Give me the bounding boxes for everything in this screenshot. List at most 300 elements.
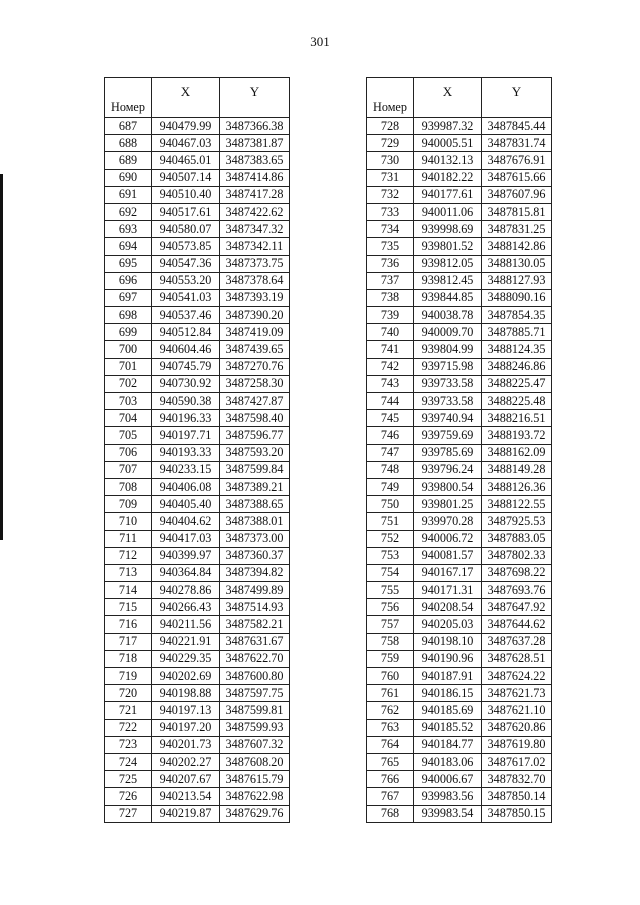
- table-row: [367, 753, 552, 770]
- table-row: [367, 358, 552, 375]
- table-row: [367, 444, 552, 461]
- x-coordinate-cell: 939785.69: [414, 444, 482, 461]
- table-header-row: [367, 78, 552, 118]
- x-coordinate-cell: 940221.91: [152, 633, 220, 650]
- point-number-cell: 752: [367, 530, 414, 547]
- table-row: [105, 444, 290, 461]
- y-coordinate-cell: 3487815.81: [482, 203, 552, 220]
- point-number-cell: 688: [105, 135, 152, 152]
- coordinates-table-right: [366, 77, 552, 823]
- table-row: [367, 461, 552, 478]
- point-number-cell: 727: [105, 805, 152, 822]
- x-coordinate-cell: 940730.92: [152, 375, 220, 392]
- y-coordinate-cell: 3487383.65: [220, 152, 290, 169]
- y-coordinate-cell: 3487258.30: [220, 375, 290, 392]
- point-number-cell: 712: [105, 547, 152, 564]
- y-coordinate-cell: 3487599.84: [220, 461, 290, 478]
- y-coordinate-cell: 3487629.76: [220, 805, 290, 822]
- point-number-cell: 713: [105, 564, 152, 581]
- table-row: [105, 599, 290, 616]
- y-coordinate-cell: 3487637.28: [482, 633, 552, 650]
- header-y: Y: [482, 78, 552, 118]
- x-coordinate-cell: 939800.54: [414, 478, 482, 495]
- table-row: [105, 668, 290, 685]
- table-row: [105, 616, 290, 633]
- table-row: [105, 753, 290, 770]
- x-coordinate-cell: 939801.25: [414, 496, 482, 513]
- x-coordinate-cell: 940465.01: [152, 152, 220, 169]
- y-coordinate-cell: 3487378.64: [220, 272, 290, 289]
- table-row: [367, 255, 552, 272]
- y-coordinate-cell: 3487615.66: [482, 169, 552, 186]
- y-coordinate-cell: 3487366.38: [220, 118, 290, 135]
- x-coordinate-cell: 940009.70: [414, 324, 482, 341]
- table-row: [367, 427, 552, 444]
- x-coordinate-cell: 940202.27: [152, 753, 220, 770]
- point-number-cell: 749: [367, 478, 414, 495]
- x-coordinate-cell: 940512.84: [152, 324, 220, 341]
- y-coordinate-cell: 3488122.55: [482, 496, 552, 513]
- point-number-cell: 746: [367, 427, 414, 444]
- x-coordinate-cell: 940547.36: [152, 255, 220, 272]
- table-row: [105, 169, 290, 186]
- table-row: [367, 393, 552, 410]
- point-number-cell: 740: [367, 324, 414, 341]
- point-number-cell: 734: [367, 221, 414, 238]
- y-coordinate-cell: 3488225.48: [482, 393, 552, 410]
- point-number-cell: 755: [367, 582, 414, 599]
- point-number-cell: 728: [367, 118, 414, 135]
- x-coordinate-cell: 939812.05: [414, 255, 482, 272]
- point-number-cell: 701: [105, 358, 152, 375]
- y-coordinate-cell: 3487596.77: [220, 427, 290, 444]
- point-number-cell: 763: [367, 719, 414, 736]
- x-coordinate-cell: 940207.67: [152, 771, 220, 788]
- point-number-cell: 759: [367, 650, 414, 667]
- x-coordinate-cell: 940171.31: [414, 582, 482, 599]
- y-coordinate-cell: 3487854.35: [482, 307, 552, 324]
- x-coordinate-cell: 940202.69: [152, 668, 220, 685]
- table-row: [105, 530, 290, 547]
- table-row: [367, 788, 552, 805]
- y-coordinate-cell: 3487628.51: [482, 650, 552, 667]
- x-coordinate-cell: 940201.73: [152, 736, 220, 753]
- y-coordinate-cell: 3487621.10: [482, 702, 552, 719]
- point-number-cell: 710: [105, 513, 152, 530]
- table-row: [105, 719, 290, 736]
- point-number-cell: 715: [105, 599, 152, 616]
- table-row: [367, 702, 552, 719]
- x-coordinate-cell: 939801.52: [414, 238, 482, 255]
- point-number-cell: 708: [105, 478, 152, 495]
- y-coordinate-cell: 3487270.76: [220, 358, 290, 375]
- x-coordinate-cell: 940541.03: [152, 289, 220, 306]
- point-number-cell: 764: [367, 736, 414, 753]
- table-row: [105, 118, 290, 135]
- point-number-cell: 750: [367, 496, 414, 513]
- table-row: [105, 427, 290, 444]
- x-coordinate-cell: 939983.54: [414, 805, 482, 822]
- table-row: [367, 118, 552, 135]
- x-coordinate-cell: 940266.43: [152, 599, 220, 616]
- y-coordinate-cell: 3488216.51: [482, 410, 552, 427]
- y-coordinate-cell: 3488130.05: [482, 255, 552, 272]
- y-coordinate-cell: 3488090.16: [482, 289, 552, 306]
- point-number-cell: 741: [367, 341, 414, 358]
- y-coordinate-cell: 3487607.32: [220, 736, 290, 753]
- table-row: [105, 255, 290, 272]
- table-row: [367, 650, 552, 667]
- y-coordinate-cell: 3487925.53: [482, 513, 552, 530]
- y-coordinate-cell: 3487885.71: [482, 324, 552, 341]
- point-number-cell: 730: [367, 152, 414, 169]
- table-row: [367, 135, 552, 152]
- x-coordinate-cell: 940197.20: [152, 719, 220, 736]
- point-number-cell: 766: [367, 771, 414, 788]
- x-coordinate-cell: 940604.46: [152, 341, 220, 358]
- x-coordinate-cell: 940193.33: [152, 444, 220, 461]
- y-coordinate-cell: 3487619.80: [482, 736, 552, 753]
- x-coordinate-cell: 940197.71: [152, 427, 220, 444]
- table-row: [367, 238, 552, 255]
- table-row: [105, 771, 290, 788]
- y-coordinate-cell: 3487831.25: [482, 221, 552, 238]
- table-row: [367, 685, 552, 702]
- table-row: [105, 650, 290, 667]
- x-coordinate-cell: 940198.88: [152, 685, 220, 702]
- x-coordinate-cell: 939812.45: [414, 272, 482, 289]
- x-coordinate-cell: 940198.10: [414, 633, 482, 650]
- y-coordinate-cell: 3487389.21: [220, 478, 290, 495]
- table-row: [105, 203, 290, 220]
- table-row: [367, 221, 552, 238]
- point-number-cell: 733: [367, 203, 414, 220]
- x-coordinate-cell: 940229.35: [152, 650, 220, 667]
- point-number-cell: 711: [105, 530, 152, 547]
- y-coordinate-cell: 3487698.22: [482, 564, 552, 581]
- point-number-cell: 699: [105, 324, 152, 341]
- point-number-cell: 702: [105, 375, 152, 392]
- point-number-cell: 692: [105, 203, 152, 220]
- point-number-cell: 705: [105, 427, 152, 444]
- table-row: [105, 410, 290, 427]
- point-number-cell: 718: [105, 650, 152, 667]
- point-number-cell: 725: [105, 771, 152, 788]
- y-coordinate-cell: 3487394.82: [220, 564, 290, 581]
- y-coordinate-cell: 3487373.00: [220, 530, 290, 547]
- y-coordinate-cell: 3487617.02: [482, 753, 552, 770]
- point-number-cell: 719: [105, 668, 152, 685]
- table-row: [105, 393, 290, 410]
- x-coordinate-cell: 940185.69: [414, 702, 482, 719]
- y-coordinate-cell: 3487422.62: [220, 203, 290, 220]
- y-coordinate-cell: 3487393.19: [220, 289, 290, 306]
- x-coordinate-cell: 940182.22: [414, 169, 482, 186]
- header-x: X: [414, 78, 482, 118]
- y-coordinate-cell: 3487499.89: [220, 582, 290, 599]
- table-row: [105, 375, 290, 392]
- point-number-cell: 706: [105, 444, 152, 461]
- y-coordinate-cell: 3487388.01: [220, 513, 290, 530]
- table-row: [367, 805, 552, 822]
- point-number-cell: 738: [367, 289, 414, 306]
- point-number-cell: 729: [367, 135, 414, 152]
- y-coordinate-cell: 3487597.75: [220, 685, 290, 702]
- y-coordinate-cell: 3487845.44: [482, 118, 552, 135]
- y-coordinate-cell: 3487883.05: [482, 530, 552, 547]
- point-number-cell: 754: [367, 564, 414, 581]
- table-row: [105, 805, 290, 822]
- table-row: [367, 186, 552, 203]
- point-number-cell: 690: [105, 169, 152, 186]
- page-number: 301: [310, 34, 330, 49]
- x-coordinate-cell: 939983.56: [414, 788, 482, 805]
- table-row: [367, 289, 552, 306]
- point-number-cell: 760: [367, 668, 414, 685]
- x-coordinate-cell: 940590.38: [152, 393, 220, 410]
- x-coordinate-cell: 939844.85: [414, 289, 482, 306]
- margin-scan-bar: [0, 174, 3, 540]
- point-number-cell: 726: [105, 788, 152, 805]
- x-coordinate-cell: 939804.99: [414, 341, 482, 358]
- x-coordinate-cell: 940406.08: [152, 478, 220, 495]
- table-row: [105, 358, 290, 375]
- table-row: [367, 410, 552, 427]
- x-coordinate-cell: 940553.20: [152, 272, 220, 289]
- point-number-cell: 703: [105, 393, 152, 410]
- y-coordinate-cell: 3487582.21: [220, 616, 290, 633]
- x-coordinate-cell: 939759.69: [414, 427, 482, 444]
- point-number-cell: 735: [367, 238, 414, 255]
- y-coordinate-cell: 3488124.35: [482, 341, 552, 358]
- table-row: [367, 341, 552, 358]
- y-coordinate-cell: 3487419.09: [220, 324, 290, 341]
- coordinates-table-left: [104, 77, 290, 823]
- y-coordinate-cell: 3487390.20: [220, 307, 290, 324]
- x-coordinate-cell: 939796.24: [414, 461, 482, 478]
- point-number-cell: 709: [105, 496, 152, 513]
- table-row: [105, 547, 290, 564]
- point-number-cell: 744: [367, 393, 414, 410]
- point-number-cell: 748: [367, 461, 414, 478]
- point-number-cell: 722: [105, 719, 152, 736]
- x-coordinate-cell: 940183.06: [414, 753, 482, 770]
- table-row: [367, 771, 552, 788]
- y-coordinate-cell: 3487427.87: [220, 393, 290, 410]
- y-coordinate-cell: 3487850.14: [482, 788, 552, 805]
- x-coordinate-cell: 940537.46: [152, 307, 220, 324]
- point-number-cell: 753: [367, 547, 414, 564]
- y-coordinate-cell: 3487414.86: [220, 169, 290, 186]
- y-coordinate-cell: 3488126.36: [482, 478, 552, 495]
- x-coordinate-cell: 940038.78: [414, 307, 482, 324]
- point-number-cell: 721: [105, 702, 152, 719]
- y-coordinate-cell: 3487439.65: [220, 341, 290, 358]
- table-row: [367, 616, 552, 633]
- y-coordinate-cell: 3487608.20: [220, 753, 290, 770]
- x-coordinate-cell: 940507.14: [152, 169, 220, 186]
- x-coordinate-cell: 940479.99: [152, 118, 220, 135]
- x-coordinate-cell: 940580.07: [152, 221, 220, 238]
- point-number-cell: 693: [105, 221, 152, 238]
- x-coordinate-cell: 940364.84: [152, 564, 220, 581]
- point-number-cell: 765: [367, 753, 414, 770]
- y-coordinate-cell: 3487388.65: [220, 496, 290, 513]
- table-row: [105, 736, 290, 753]
- y-coordinate-cell: 3487593.20: [220, 444, 290, 461]
- y-coordinate-cell: 3488246.86: [482, 358, 552, 375]
- x-coordinate-cell: 940517.61: [152, 203, 220, 220]
- table-row: [105, 582, 290, 599]
- point-number-cell: 704: [105, 410, 152, 427]
- y-coordinate-cell: 3487598.40: [220, 410, 290, 427]
- point-number-cell: 732: [367, 186, 414, 203]
- y-coordinate-cell: 3488149.28: [482, 461, 552, 478]
- y-coordinate-cell: 3487832.70: [482, 771, 552, 788]
- y-coordinate-cell: 3487644.62: [482, 616, 552, 633]
- x-coordinate-cell: 940208.54: [414, 599, 482, 616]
- y-coordinate-cell: 3488142.86: [482, 238, 552, 255]
- y-coordinate-cell: 3487381.87: [220, 135, 290, 152]
- y-coordinate-cell: 3487621.73: [482, 685, 552, 702]
- y-coordinate-cell: 3487599.81: [220, 702, 290, 719]
- x-coordinate-cell: 939740.94: [414, 410, 482, 427]
- x-coordinate-cell: 940011.06: [414, 203, 482, 220]
- point-number-cell: 745: [367, 410, 414, 427]
- point-number-cell: 697: [105, 289, 152, 306]
- x-coordinate-cell: 940167.17: [414, 564, 482, 581]
- table-row: [105, 702, 290, 719]
- y-coordinate-cell: 3487599.93: [220, 719, 290, 736]
- y-coordinate-cell: 3487417.28: [220, 186, 290, 203]
- point-number-cell: 767: [367, 788, 414, 805]
- y-coordinate-cell: 3487342.11: [220, 238, 290, 255]
- point-number-cell: 742: [367, 358, 414, 375]
- table-row: [367, 633, 552, 650]
- point-number-cell: 739: [367, 307, 414, 324]
- y-coordinate-cell: 3487624.22: [482, 668, 552, 685]
- x-coordinate-cell: 939715.98: [414, 358, 482, 375]
- table-row: [105, 564, 290, 581]
- y-coordinate-cell: 3487373.75: [220, 255, 290, 272]
- y-coordinate-cell: 3488127.93: [482, 272, 552, 289]
- x-coordinate-cell: 939987.32: [414, 118, 482, 135]
- table-row: [367, 736, 552, 753]
- x-coordinate-cell: 940197.13: [152, 702, 220, 719]
- x-coordinate-cell: 939998.69: [414, 221, 482, 238]
- x-coordinate-cell: 940467.03: [152, 135, 220, 152]
- header-number: Номер: [367, 78, 414, 118]
- y-coordinate-cell: 3487514.93: [220, 599, 290, 616]
- table-row: [105, 513, 290, 530]
- point-number-cell: 716: [105, 616, 152, 633]
- point-number-cell: 724: [105, 753, 152, 770]
- x-coordinate-cell: 940745.79: [152, 358, 220, 375]
- table-row: [105, 186, 290, 203]
- point-number-cell: 758: [367, 633, 414, 650]
- table-header-row: [105, 78, 290, 118]
- point-number-cell: 696: [105, 272, 152, 289]
- point-number-cell: 687: [105, 118, 152, 135]
- table-row: [105, 289, 290, 306]
- point-number-cell: 762: [367, 702, 414, 719]
- x-coordinate-cell: 940190.96: [414, 650, 482, 667]
- table-row: [367, 599, 552, 616]
- y-coordinate-cell: 3488193.72: [482, 427, 552, 444]
- y-coordinate-cell: 3487622.98: [220, 788, 290, 805]
- table-row: [367, 719, 552, 736]
- table-row: [105, 272, 290, 289]
- x-coordinate-cell: 940211.56: [152, 616, 220, 633]
- y-coordinate-cell: 3488162.09: [482, 444, 552, 461]
- x-coordinate-cell: 940278.86: [152, 582, 220, 599]
- table-row: [367, 324, 552, 341]
- point-number-cell: 747: [367, 444, 414, 461]
- point-number-cell: 695: [105, 255, 152, 272]
- x-coordinate-cell: 940404.62: [152, 513, 220, 530]
- y-coordinate-cell: 3487600.80: [220, 668, 290, 685]
- x-coordinate-cell: 940196.33: [152, 410, 220, 427]
- point-number-cell: 756: [367, 599, 414, 616]
- y-coordinate-cell: 3487607.96: [482, 186, 552, 203]
- x-coordinate-cell: 940233.15: [152, 461, 220, 478]
- x-coordinate-cell: 939970.28: [414, 513, 482, 530]
- header-y: Y: [220, 78, 290, 118]
- header-x: X: [152, 78, 220, 118]
- x-coordinate-cell: 940205.03: [414, 616, 482, 633]
- point-number-cell: 700: [105, 341, 152, 358]
- point-number-cell: 761: [367, 685, 414, 702]
- table-row: [105, 307, 290, 324]
- table-row: [367, 169, 552, 186]
- table-row: [367, 272, 552, 289]
- x-coordinate-cell: 940185.52: [414, 719, 482, 736]
- table-row: [105, 221, 290, 238]
- table-row: [367, 478, 552, 495]
- table-row: [105, 461, 290, 478]
- table-row: [367, 375, 552, 392]
- point-number-cell: 751: [367, 513, 414, 530]
- table-row: [105, 633, 290, 650]
- point-number-cell: 743: [367, 375, 414, 392]
- table-row: [367, 547, 552, 564]
- y-coordinate-cell: 3487360.37: [220, 547, 290, 564]
- x-coordinate-cell: 940417.03: [152, 530, 220, 547]
- y-coordinate-cell: 3487631.67: [220, 633, 290, 650]
- table-row: [105, 324, 290, 341]
- table-row: [105, 238, 290, 255]
- x-coordinate-cell: 940184.77: [414, 736, 482, 753]
- table-row: [105, 685, 290, 702]
- point-number-cell: 768: [367, 805, 414, 822]
- y-coordinate-cell: 3487802.33: [482, 547, 552, 564]
- y-coordinate-cell: 3487693.76: [482, 582, 552, 599]
- y-coordinate-cell: 3487620.86: [482, 719, 552, 736]
- table-row: [105, 496, 290, 513]
- table-row: [367, 582, 552, 599]
- y-coordinate-cell: 3487676.91: [482, 152, 552, 169]
- x-coordinate-cell: 940006.72: [414, 530, 482, 547]
- x-coordinate-cell: 940399.97: [152, 547, 220, 564]
- y-coordinate-cell: 3487347.32: [220, 221, 290, 238]
- y-coordinate-cell: 3487850.15: [482, 805, 552, 822]
- table-row: [367, 203, 552, 220]
- point-number-cell: 698: [105, 307, 152, 324]
- header-number: Номер: [105, 78, 152, 118]
- point-number-cell: 691: [105, 186, 152, 203]
- y-coordinate-cell: 3487647.92: [482, 599, 552, 616]
- x-coordinate-cell: 940187.91: [414, 668, 482, 685]
